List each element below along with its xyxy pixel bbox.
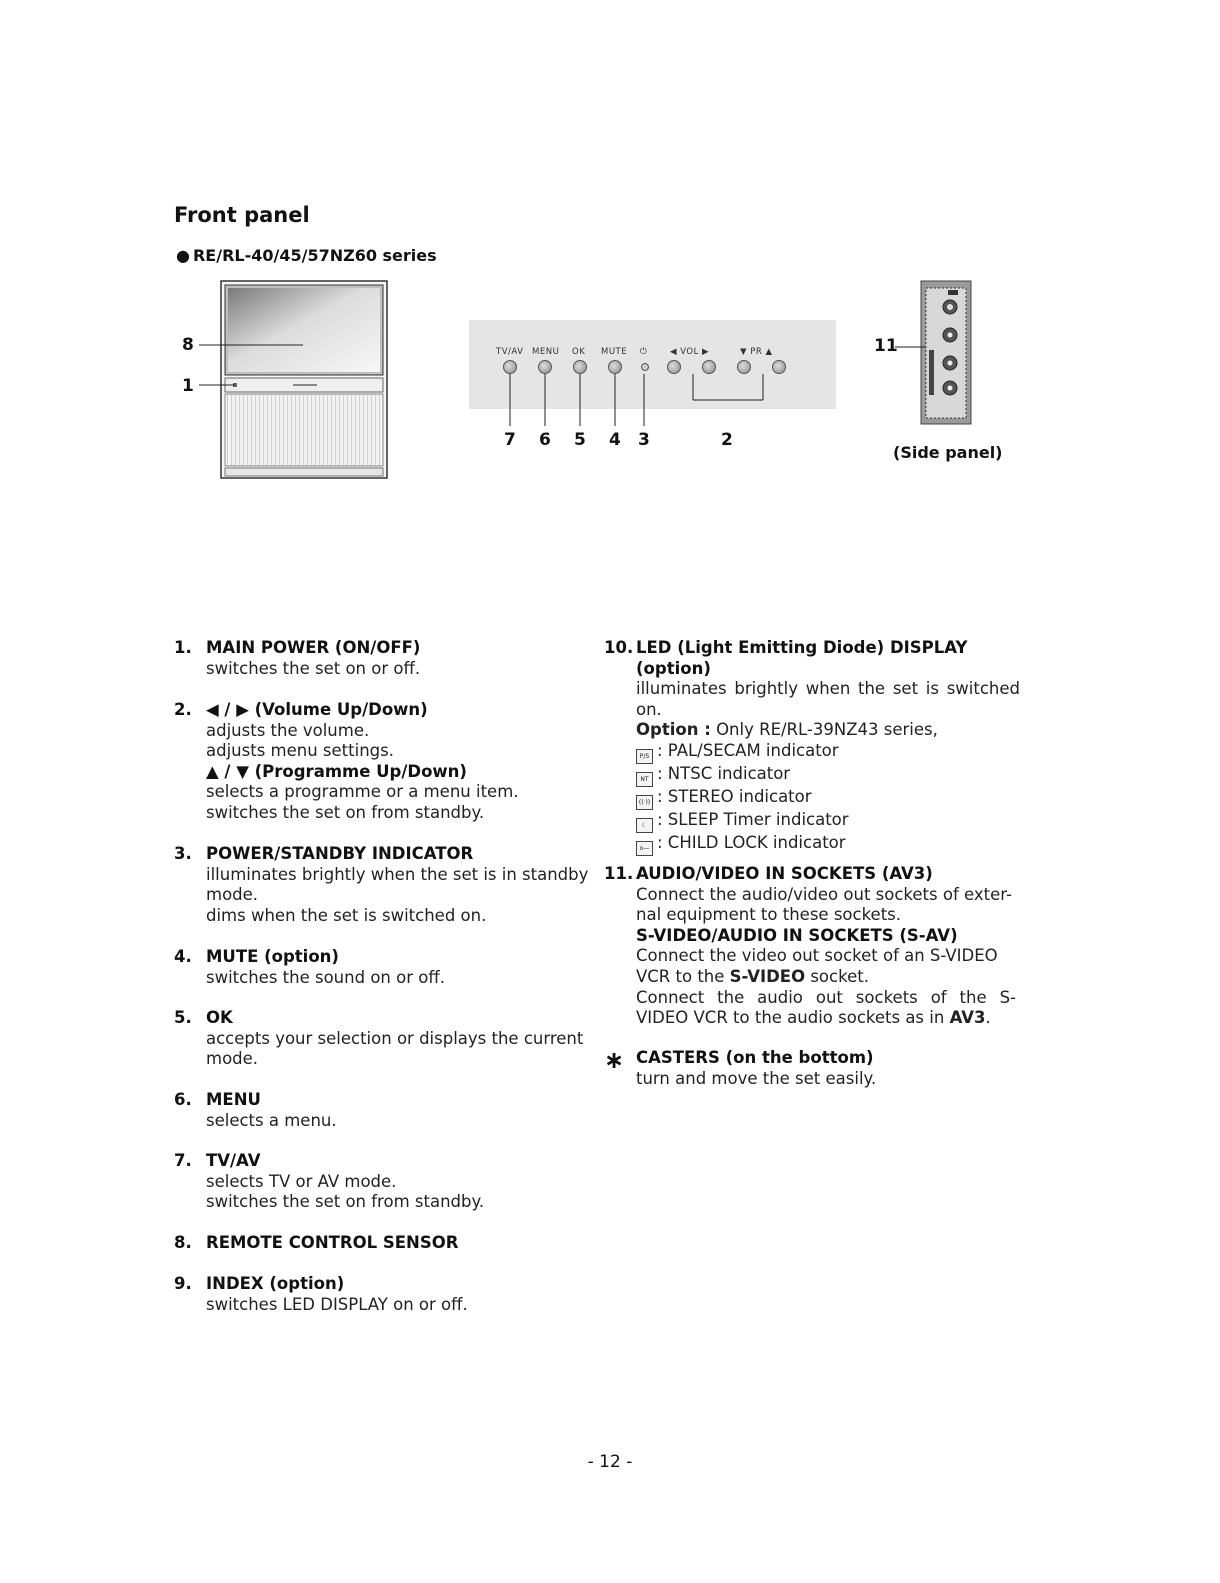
item-number: 5. [174,1008,192,1027]
callout-5: 5 [574,430,586,450]
item-heading [636,638,1020,659]
item-text: illuminates brightly when the set is in standby [206,864,589,884]
option-line [636,720,1020,741]
indicator-row [636,764,1020,787]
indicator-text: : PAL/SECAM indicator [657,740,839,760]
indicator-row [636,833,1020,856]
text-run: VCR to the [636,966,730,986]
callout-1: 1 [182,376,194,396]
item-text: mode. [206,1049,259,1069]
item-heading: MUTE (option) [206,947,339,966]
text-run: VIDEO VCR to the audio sockets as in [636,1008,950,1028]
text-run: socket. [805,966,869,986]
item-number: 8. [174,1233,192,1252]
item-number: 2. [174,700,192,719]
item-heading: OK [206,1008,233,1027]
text-run-bold: AV3 [949,1008,986,1028]
item-text: selects a menu. [206,1110,337,1130]
item-text: Connect the audio out sockets of the S- [636,987,1016,1007]
item-text [636,967,1016,988]
sleep-icon: ☾ [636,818,653,833]
item-number: 4. [174,947,192,966]
item-text: switches the set on from standby. [206,1192,485,1212]
option-label: Option : [636,720,711,740]
item-heading: ◀ / ▶ (Volume Up/Down) [206,700,428,719]
item-number: 6. [174,1090,192,1109]
power-icon: ⏻ [640,347,648,357]
item-heading: REMOTE CONTROL SENSOR [206,1233,459,1252]
item-text: adjusts menu settings. [206,741,394,761]
item-heading: CASTERS (on the bottom) [636,1048,874,1067]
callout-3: 3 [638,430,650,450]
list-item [174,947,594,988]
item-heading: MENU [206,1090,261,1109]
list-item [174,700,594,824]
pal-secam-icon: P/S [636,749,653,764]
list-item [604,1048,1020,1089]
item-number: 9. [174,1274,192,1293]
panel-callout-lines [500,370,790,432]
list-item [174,844,594,926]
item-number: 10. [604,638,634,657]
item-number: 1. [174,638,192,657]
item-heading: INDEX (option) [206,1274,345,1293]
callout-2: 2 [721,430,733,450]
item-text: illuminates brightly when the set is switched [636,679,1020,699]
item-text: nal equipment to these sockets. [636,905,902,925]
asterisk-icon: ∗ [604,1046,625,1074]
item-text: on. [636,699,662,719]
list-item [174,638,594,679]
indicator-row [636,787,1020,810]
list-item [174,1151,594,1213]
list-item [604,864,1020,1029]
label-tvav: TV/AV [496,347,524,357]
label-vol: ◀ VOL ▶ [670,347,710,357]
page-title: Front panel [174,203,310,227]
item-text: selects a programme or a menu item. [206,782,519,802]
label-ok: OK [572,347,586,357]
indicator-row [636,810,1020,833]
item-number: 7. [174,1151,192,1170]
series-label [176,246,437,265]
list-item [174,1008,594,1070]
ntsc-icon: NT [636,772,653,787]
series-text: RE/RL-40/45/57NZ60 series [192,246,437,265]
list-item [174,1274,594,1315]
item-heading: (option) [636,658,711,678]
indicator-text: : SLEEP Timer indicator [657,809,849,829]
list-item [604,638,1020,856]
stereo-icon: ((·)) [636,795,653,810]
indicator-text: : STEREO indicator [657,786,812,806]
item-text: switches the set on or off. [206,658,421,678]
side-panel-caption: (Side panel) [893,443,1003,462]
label-mute: MUTE [601,347,628,357]
page-number: - 12 - [587,1452,633,1472]
item-text [636,1008,1016,1029]
tv-callout-lines [195,338,315,398]
item-number: 3. [174,844,192,863]
item-text: adjusts the volume. [206,720,370,740]
bullet-icon: ● [176,246,190,265]
item-text: accepts your selection or displays the current [206,1028,584,1048]
indicator-row [636,741,1020,764]
item-heading: AUDIO/VIDEO IN SOCKETS (AV3) [636,864,933,883]
item-text: mode. [206,885,259,905]
item-text: switches the set on from standby. [206,802,485,822]
callout-11: 11 [874,336,898,356]
item-heading-text: LED (Light Emitting Diode) DISPLAY [636,638,968,657]
item-heading: S-VIDEO/AUDIO IN SOCKETS (S-AV) [636,925,958,945]
side-callout-line [895,342,927,352]
list-item [174,1233,594,1254]
indicator-text: : NTSC indicator [657,763,791,783]
text-run: . [985,1008,991,1028]
item-heading: ▲ / ▼ (Programme Up/Down) [206,761,467,781]
item-text: Connect the video out socket of an S-VIDEO [636,946,998,966]
item-text: turn and move the set easily. [636,1068,877,1088]
item-text: dims when the set is switched on. [206,905,487,925]
item-heading: POWER/STANDBY INDICATOR [206,844,474,863]
item-number: 11. [604,864,634,883]
indicator-text: : CHILD LOCK indicator [657,832,846,852]
text-run-bold: S-VIDEO [729,966,806,986]
item-text: selects TV or AV mode. [206,1171,397,1191]
lock-icon: o— [636,841,653,856]
callout-6: 6 [539,430,551,450]
callout-4: 4 [609,430,621,450]
label-menu: MENU [532,347,560,357]
callout-8: 8 [182,335,194,355]
item-heading: TV/AV [206,1151,261,1170]
item-heading: MAIN POWER (ON/OFF) [206,638,421,657]
item-text: switches LED DISPLAY on or off. [206,1294,468,1314]
list-item [174,1090,594,1131]
item-text: Connect the audio/video out sockets of exter- [636,884,1012,904]
item-text: switches the sound on or off. [206,967,445,987]
label-pr: ▼ PR ▲ [740,347,773,357]
side-panel-illustration [920,280,972,426]
callout-7: 7 [504,430,516,450]
option-text: Only RE/RL-39NZ43 series, [716,720,938,740]
